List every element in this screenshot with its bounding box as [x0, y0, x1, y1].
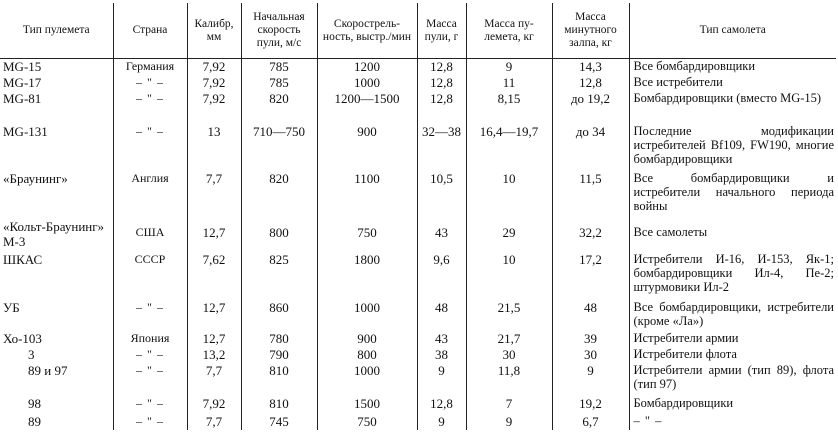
bullet-mass-cell: 43: [417, 331, 466, 347]
gun-type-cell: Хо-103: [3, 330, 42, 346]
country-cell: – " –: [113, 347, 187, 363]
header-cell: Начальная скорость пули, м/с: [241, 3, 317, 59]
header-cell: Страна: [113, 3, 187, 59]
aircraft-type-cell: Истребители армии (тип 89), флота (тип 97): [629, 363, 836, 396]
country-cell: Германия: [113, 59, 187, 75]
bullet-mass-cell: 9: [417, 414, 466, 430]
country-cell: Япония: [113, 331, 187, 347]
gun-type-cell: 3: [28, 346, 35, 362]
country-cell: – " –: [113, 298, 187, 331]
gun-type-cell: MG-15: [3, 59, 42, 74]
table-row: [0, 250, 836, 298]
bullet-mass-cell: 32—38: [417, 122, 466, 169]
aircraft-type-cell: Бомбардировщики: [629, 396, 836, 414]
aircraft-type-cell: – " –: [629, 414, 836, 430]
bullet-mass-cell: 12,8: [417, 396, 466, 414]
table-row: [0, 347, 836, 363]
gun-type-cell: «Кольт-Браунинг» М-3: [3, 218, 105, 249]
table-row: [0, 91, 836, 122]
country-cell: США: [113, 217, 187, 250]
salvo-mass-cell: 19,2: [552, 396, 629, 414]
caliber-cell: 7,7: [187, 414, 241, 430]
aircraft-type-cell: Все бомбардировщики: [629, 59, 836, 75]
aircraft-type-cell: Истребители армии: [629, 331, 836, 347]
header-cell: Скорострель-ность, выстр./мин: [317, 3, 417, 59]
table-row: [0, 122, 836, 169]
velocity-cell: 785: [241, 59, 317, 75]
rate-cell: 1100: [317, 169, 417, 217]
caliber-cell: 7,7: [187, 363, 241, 396]
rate-cell: 750: [317, 414, 417, 430]
salvo-mass-cell: 12,8: [552, 75, 629, 91]
gun-type-cell: MG-81: [3, 90, 42, 106]
velocity-cell: 780: [241, 331, 317, 347]
gun-type-cell: ШКАС: [3, 251, 43, 267]
gun-type-cell: «Браунинг»: [3, 170, 68, 186]
header-cell: Масса пули, г: [417, 3, 466, 59]
table-row: [0, 217, 836, 250]
caliber-cell: 7,7: [187, 169, 241, 217]
salvo-mass-cell: до 34: [552, 122, 629, 169]
gun-mass-cell: 8,15: [466, 91, 552, 122]
velocity-cell: 810: [241, 363, 317, 396]
bullet-mass-cell: 9: [417, 363, 466, 396]
gun-mass-cell: 16,4—19,7: [466, 122, 552, 169]
bullet-mass-cell: 48: [417, 298, 466, 331]
salvo-mass-cell: 6,7: [552, 414, 629, 430]
country-cell: – " –: [113, 396, 187, 414]
bullet-mass-cell: 38: [417, 347, 466, 363]
gun-mass-cell: 11,8: [466, 363, 552, 396]
velocity-cell: 820: [241, 91, 317, 122]
header-cell: Калибр, мм: [187, 3, 241, 59]
rate-cell: 750: [317, 217, 417, 250]
country-cell: – " –: [113, 414, 187, 430]
caliber-cell: 13: [187, 122, 241, 169]
gun-mass-cell: 29: [466, 217, 552, 250]
velocity-cell: 825: [241, 250, 317, 298]
caliber-cell: 7,92: [187, 59, 241, 75]
velocity-cell: 800: [241, 217, 317, 250]
header-cell: Масса минутного залпа, кг: [552, 3, 629, 59]
velocity-cell: 790: [241, 347, 317, 363]
country-cell: – " –: [113, 91, 187, 122]
velocity-cell: 785: [241, 75, 317, 91]
aircraft-type-cell: Все бомбардировщики, истребители (кроме «Ла»): [629, 298, 836, 331]
gun-type-cell: 89 и 97: [28, 362, 68, 378]
aircraft-type-cell: Истребители И-16, И-153, Як-1; бомбардировщики Ил-4, Пе-2; штурмовики Ил-2: [629, 250, 836, 298]
salvo-mass-cell: 9: [552, 363, 629, 396]
table-row: [0, 331, 836, 347]
gun-mass-cell: 10: [466, 169, 552, 217]
salvo-mass-cell: 48: [552, 298, 629, 331]
caliber-cell: 7,92: [187, 91, 241, 122]
rate-cell: 800: [317, 347, 417, 363]
gun-type-cell: MG-17: [3, 74, 42, 90]
table-row: [0, 396, 836, 414]
table-row: [0, 169, 836, 217]
salvo-mass-cell: 30: [552, 347, 629, 363]
caliber-cell: 7,62: [187, 250, 241, 298]
country-cell: – " –: [113, 75, 187, 91]
gun-type-cell: 98: [28, 395, 41, 411]
rate-cell: 1200—1500: [317, 91, 417, 122]
gun-mass-cell: 7: [466, 396, 552, 414]
velocity-cell: 810: [241, 396, 317, 414]
rate-cell: 900: [317, 331, 417, 347]
salvo-mass-cell: 39: [552, 331, 629, 347]
rate-cell: 1000: [317, 298, 417, 331]
gun-mass-cell: 30: [466, 347, 552, 363]
gun-mass-cell: 9: [466, 414, 552, 430]
gun-mass-cell: 10: [466, 250, 552, 298]
velocity-cell: 710—750: [241, 122, 317, 169]
salvo-mass-cell: 14,3: [552, 59, 629, 75]
gun-type-cell: MG-131: [3, 123, 48, 139]
bullet-mass-cell: 12,8: [417, 91, 466, 122]
table-row: [0, 414, 836, 430]
rate-cell: 1800: [317, 250, 417, 298]
gun-type-cell: 89: [28, 413, 41, 429]
header-cell: Тип самолета: [629, 3, 836, 59]
country-cell: СССР: [113, 250, 187, 298]
caliber-cell: 7,92: [187, 75, 241, 91]
caliber-cell: 13,2: [187, 347, 241, 363]
rate-cell: 1500: [317, 396, 417, 414]
aircraft-type-cell: Бомбардировщики (вместо MG-15): [629, 91, 836, 122]
bullet-mass-cell: 9,6: [417, 250, 466, 298]
salvo-mass-cell: до 19,2: [552, 91, 629, 122]
gun-mass-cell: 21,5: [466, 298, 552, 331]
aircraft-type-cell: Все истребители: [629, 75, 836, 91]
gun-mass-cell: 21,7: [466, 331, 552, 347]
country-cell: Англия: [113, 169, 187, 217]
velocity-cell: 745: [241, 414, 317, 430]
header-cell: Тип пулемета: [0, 3, 113, 59]
bullet-mass-cell: 12,8: [417, 75, 466, 91]
rate-cell: 900: [317, 122, 417, 169]
velocity-cell: 820: [241, 169, 317, 217]
salvo-mass-cell: 17,2: [552, 250, 629, 298]
caliber-cell: 7,92: [187, 396, 241, 414]
table-row: [0, 75, 836, 91]
country-cell: – " –: [113, 363, 187, 396]
salvo-mass-cell: 11,5: [552, 169, 629, 217]
table-row: [0, 59, 836, 75]
caliber-cell: 12,7: [187, 298, 241, 331]
velocity-cell: 860: [241, 298, 317, 331]
rate-cell: 1200: [317, 59, 417, 75]
aircraft-type-cell: Все самолеты: [629, 217, 836, 250]
bullet-mass-cell: 10,5: [417, 169, 466, 217]
aircraft-type-cell: Все бомбардировщики и истребители начального периода войны: [629, 169, 836, 217]
rate-cell: 1000: [317, 75, 417, 91]
bullet-mass-cell: 12,8: [417, 59, 466, 75]
salvo-mass-cell: 32,2: [552, 217, 629, 250]
bullet-mass-cell: 43: [417, 217, 466, 250]
aircraft-type-cell: Последние модификации истребителей Bf109, FW190, многие бомбардировщики: [629, 122, 836, 169]
machine-gun-table: [0, 3, 836, 430]
header-row: [0, 3, 836, 59]
table-row: [0, 363, 836, 396]
gun-mass-cell: 11: [466, 75, 552, 91]
rate-cell: 1000: [317, 363, 417, 396]
caliber-cell: 12,7: [187, 217, 241, 250]
table-row: [0, 298, 836, 331]
header-cell: Масса пу-лемета, кг: [466, 3, 552, 59]
caliber-cell: 12,7: [187, 331, 241, 347]
gun-mass-cell: 9: [466, 59, 552, 75]
country-cell: – " –: [113, 122, 187, 169]
gun-type-cell: УБ: [3, 299, 20, 315]
aircraft-type-cell: Истребители флота: [629, 347, 836, 363]
